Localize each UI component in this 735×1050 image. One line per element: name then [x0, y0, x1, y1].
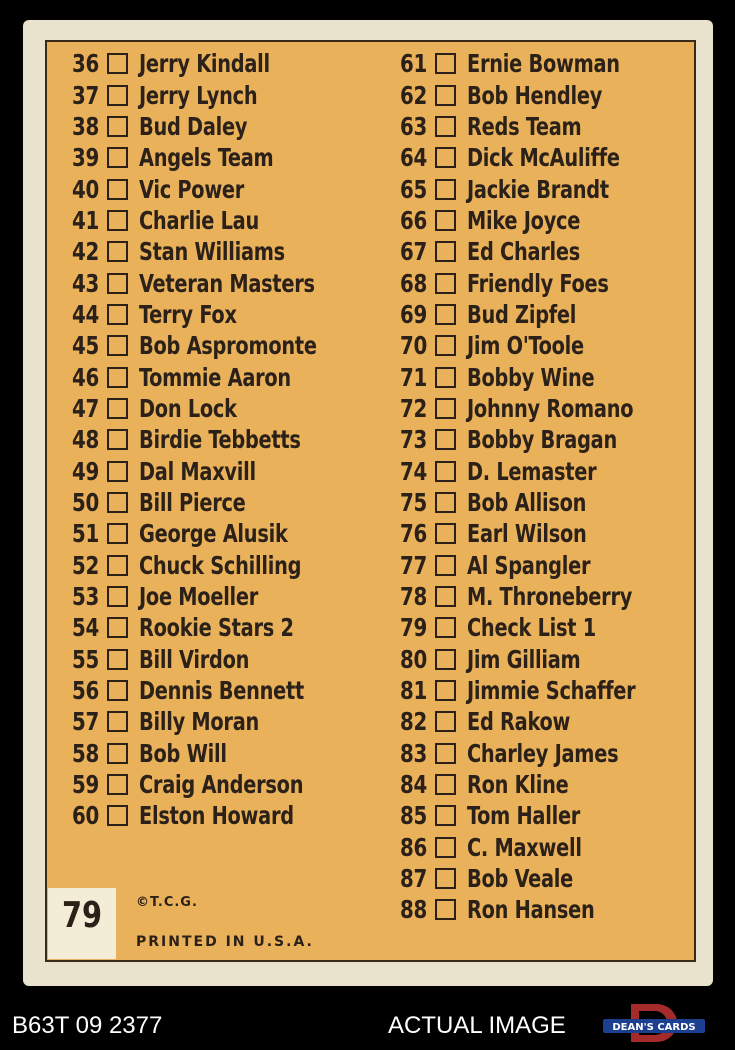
checklist-entry: [65, 612, 346, 643]
entry-number: 77: [399, 550, 427, 580]
player-name: Ed Charles: [467, 237, 581, 267]
checkbox[interactable]: [435, 774, 456, 795]
checklist-entry: [65, 79, 346, 110]
checkbox[interactable]: [435, 868, 456, 889]
footer-sku: B63T 09 2377: [12, 1012, 163, 1039]
left-checklist-column: [65, 48, 346, 832]
checkbox[interactable]: [107, 116, 128, 137]
player-name: Chuck Schilling: [139, 550, 302, 580]
entry-number: 87: [399, 864, 427, 894]
player-name: Craig Anderson: [139, 770, 304, 800]
entry-number: 82: [399, 707, 427, 737]
entry-number: 49: [71, 456, 99, 486]
checkbox[interactable]: [107, 273, 128, 294]
checklist-entry: [393, 706, 663, 737]
checklist-entry: [393, 111, 663, 142]
checklist-entry: [65, 581, 346, 612]
player-name: Terry Fox: [139, 299, 237, 329]
entry-number: 36: [71, 49, 99, 79]
checklist-entry: [65, 550, 346, 581]
checkbox[interactable]: [107, 617, 128, 638]
checklist-entry: [65, 518, 346, 549]
printed-in-text: PRINTED IN U.S.A.: [136, 934, 314, 950]
checklist-entry: [393, 675, 663, 706]
checklist-entry: [65, 706, 346, 737]
checklist-entry: [393, 769, 663, 800]
checkbox[interactable]: [107, 241, 128, 262]
checklist-entry: [65, 769, 346, 800]
player-name: Friendly Foes: [467, 268, 609, 298]
player-name: Billy Moran: [139, 707, 260, 737]
checkbox[interactable]: [435, 335, 456, 356]
entry-number: 53: [71, 582, 99, 612]
checkbox[interactable]: [435, 617, 456, 638]
player-name: Elston Howard: [139, 801, 294, 831]
checkbox[interactable]: [107, 523, 128, 544]
entry-number: 45: [71, 331, 99, 361]
checkbox[interactable]: [107, 774, 128, 795]
checklist-entry: [393, 612, 663, 643]
entry-number: 41: [71, 205, 99, 235]
player-name: Dick McAuliffe: [467, 143, 620, 173]
entry-number: 72: [399, 393, 427, 423]
entry-number: 38: [71, 111, 99, 141]
checkbox[interactable]: [107, 492, 128, 513]
checkbox[interactable]: [435, 429, 456, 450]
checkbox[interactable]: [107, 179, 128, 200]
checklist-entry: [393, 299, 663, 330]
entry-number: 65: [399, 174, 427, 204]
footer-actual-image: ACTUAL IMAGE: [388, 1012, 566, 1039]
checkbox[interactable]: [107, 429, 128, 450]
player-name: Bill Virdon: [139, 644, 250, 674]
checkbox[interactable]: [107, 805, 128, 826]
checklist-entry: [65, 800, 346, 831]
player-name: Ron Hansen: [467, 895, 595, 925]
entry-number: 79: [399, 613, 427, 643]
player-name: Johnny Romano: [467, 393, 634, 423]
checkbox[interactable]: [435, 304, 456, 325]
entry-number: 71: [399, 362, 427, 392]
entry-number: 81: [399, 676, 427, 706]
player-name: George Alusik: [139, 519, 288, 549]
player-name: Bob Allison: [467, 487, 587, 517]
entry-number: 74: [399, 456, 427, 486]
player-name: Check List 1: [467, 613, 596, 643]
checkbox[interactable]: [435, 398, 456, 419]
checklist-entry: [393, 738, 663, 769]
card-number: 79: [61, 895, 103, 936]
entry-number: 76: [399, 519, 427, 549]
checklist-entry: [393, 894, 663, 925]
entry-number: 62: [399, 80, 427, 110]
player-name: Jimmie Schaffer: [467, 676, 636, 706]
player-name: Earl Wilson: [467, 519, 587, 549]
checkbox[interactable]: [435, 680, 456, 701]
checklist-entry: [393, 487, 663, 518]
player-name: Tom Haller: [467, 801, 581, 831]
checkbox[interactable]: [435, 899, 456, 920]
entry-number: 63: [399, 111, 427, 141]
checklist-entry: [65, 173, 346, 204]
player-name: Bob Will: [139, 738, 227, 768]
player-name: Bob Aspromonte: [139, 331, 317, 361]
checklist-entry: [65, 424, 346, 455]
checklist-entry: [393, 393, 663, 424]
player-name: D. Lemaster: [467, 456, 597, 486]
entry-number: 86: [399, 832, 427, 862]
player-name: Bud Zipfel: [467, 299, 577, 329]
checkbox[interactable]: [435, 210, 456, 231]
checkbox[interactable]: [107, 85, 128, 106]
entry-number: 55: [71, 644, 99, 674]
player-name: Vic Power: [139, 174, 245, 204]
checkbox[interactable]: [107, 335, 128, 356]
player-name: Mike Joyce: [467, 205, 581, 235]
entry-number: 73: [399, 425, 427, 455]
checklist-entry: [65, 393, 346, 424]
entry-number: 52: [71, 550, 99, 580]
checklist-entry: [393, 455, 663, 486]
checklist-entry: [393, 173, 663, 204]
checklist-entry: [393, 205, 663, 236]
checkbox[interactable]: [435, 53, 456, 74]
player-name: Bill Pierce: [139, 487, 246, 517]
checkbox[interactable]: [435, 241, 456, 262]
checkbox[interactable]: [435, 711, 456, 732]
right-checklist-column: [393, 48, 663, 926]
checkbox[interactable]: [435, 147, 456, 168]
player-name: Dal Maxvill: [139, 456, 256, 486]
checklist-entry: [65, 455, 346, 486]
player-name: Tommie Aaron: [139, 362, 291, 392]
checklist-entry: [393, 79, 663, 110]
entry-number: 78: [399, 582, 427, 612]
checklist-entry: [65, 48, 346, 79]
checkbox[interactable]: [107, 367, 128, 388]
entry-number: 43: [71, 268, 99, 298]
entry-number: 57: [71, 707, 99, 737]
player-name: Jackie Brandt: [467, 174, 609, 204]
checkbox[interactable]: [435, 492, 456, 513]
checkbox[interactable]: [107, 586, 128, 607]
entry-number: 68: [399, 268, 427, 298]
deans-cards-logo: [603, 1002, 705, 1044]
entry-number: 83: [399, 738, 427, 768]
player-name: Ron Kline: [467, 770, 569, 800]
entry-number: 84: [399, 770, 427, 800]
player-name: Jerry Lynch: [139, 80, 258, 110]
checkbox[interactable]: [435, 85, 456, 106]
checklist-entry: [393, 330, 663, 361]
checklist-entry: [393, 581, 663, 612]
checkbox[interactable]: [107, 461, 128, 482]
checkbox[interactable]: [107, 743, 128, 764]
player-name: Angels Team: [139, 143, 274, 173]
player-name: Reds Team: [467, 111, 582, 141]
checkbox[interactable]: [107, 555, 128, 576]
player-name: Bobby Bragan: [467, 425, 617, 455]
player-name: Ed Rakow: [467, 707, 571, 737]
player-name: Al Spangler: [467, 550, 591, 580]
player-name: Birdie Tebbetts: [139, 425, 301, 455]
player-name: Charlie Lau: [139, 205, 259, 235]
checklist-entry: [393, 518, 663, 549]
player-name: Joe Moeller: [139, 582, 259, 612]
checklist-entry: [393, 832, 663, 863]
checklist-entry: [65, 330, 346, 361]
entry-number: 60: [71, 801, 99, 831]
checklist-entry: [65, 644, 346, 675]
checklist-entry: [393, 424, 663, 455]
checklist-entry: [393, 236, 663, 267]
player-name: Bud Daley: [139, 111, 248, 141]
entry-number: 56: [71, 676, 99, 706]
checkbox[interactable]: [435, 179, 456, 200]
checklist-entry: [65, 205, 346, 236]
checklist-entry: [393, 361, 663, 392]
checklist-entry: [65, 142, 346, 173]
entry-number: 88: [399, 895, 427, 925]
player-name: Veteran Masters: [139, 268, 315, 298]
checkbox[interactable]: [435, 523, 456, 544]
checkbox[interactable]: [435, 273, 456, 294]
checklist-entry: [65, 675, 346, 706]
entry-number: 59: [71, 770, 99, 800]
player-name: Rookie Stars 2: [139, 613, 294, 643]
player-name: Jim Gilliam: [467, 644, 581, 674]
checkbox[interactable]: [435, 555, 456, 576]
checklist-entry: [393, 48, 663, 79]
entry-number: 64: [399, 143, 427, 173]
entry-number: 66: [399, 205, 427, 235]
player-name: Jerry Kindall: [139, 49, 270, 79]
checkbox[interactable]: [435, 461, 456, 482]
player-name: Don Lock: [139, 393, 237, 423]
checkbox[interactable]: [435, 743, 456, 764]
entry-number: 39: [71, 143, 99, 173]
player-name: Ernie Bowman: [467, 49, 620, 79]
entry-number: 48: [71, 425, 99, 455]
checkbox[interactable]: [435, 367, 456, 388]
entry-number: 61: [399, 49, 427, 79]
checkbox[interactable]: [435, 116, 456, 137]
entry-number: 70: [399, 331, 427, 361]
checklist-entry: [65, 236, 346, 267]
checkbox[interactable]: [435, 649, 456, 670]
player-name: Bob Veale: [467, 864, 574, 894]
player-name: C. Maxwell: [467, 832, 582, 862]
entry-number: 69: [399, 299, 427, 329]
entry-number: 58: [71, 738, 99, 768]
entry-number: 37: [71, 80, 99, 110]
entry-number: 40: [71, 174, 99, 204]
player-name: Dennis Bennett: [139, 676, 305, 706]
player-name: Bob Hendley: [467, 80, 603, 110]
checkbox[interactable]: [435, 837, 456, 858]
checklist-entry: [65, 111, 346, 142]
checkbox[interactable]: [107, 711, 128, 732]
entry-number: 54: [71, 613, 99, 643]
checklist-entry: [65, 487, 346, 518]
checkbox[interactable]: [435, 805, 456, 826]
player-name: Bobby Wine: [467, 362, 595, 392]
checkbox[interactable]: [107, 680, 128, 701]
checkbox[interactable]: [107, 210, 128, 231]
player-name: Charley James: [467, 738, 619, 768]
entry-number: 80: [399, 644, 427, 674]
entry-number: 47: [71, 393, 99, 423]
checklist-entry: [393, 267, 663, 298]
checkbox[interactable]: [107, 147, 128, 168]
checkbox[interactable]: [435, 586, 456, 607]
entry-number: 42: [71, 237, 99, 267]
copyright-text: ©T.C.G.: [136, 895, 198, 910]
entry-number: 85: [399, 801, 427, 831]
checklist-entry: [65, 361, 346, 392]
entry-number: 51: [71, 519, 99, 549]
checklist-entry: [393, 142, 663, 173]
entry-number: 44: [71, 299, 99, 329]
checklist-entry: [393, 644, 663, 675]
checkbox[interactable]: [107, 398, 128, 419]
checkbox[interactable]: [107, 304, 128, 325]
checkbox[interactable]: [107, 649, 128, 670]
logo-text: DEAN'S CARDS: [612, 1022, 696, 1033]
checklist-entry: [393, 550, 663, 581]
entry-number: 46: [71, 362, 99, 392]
checklist-entry: [393, 800, 663, 831]
checkbox[interactable]: [107, 53, 128, 74]
player-name: Jim O'Toole: [467, 331, 584, 361]
checklist-entry: [65, 299, 346, 330]
player-name: M. Throneberry: [467, 582, 633, 612]
entry-number: 67: [399, 237, 427, 267]
checklist-entry: [65, 738, 346, 769]
entry-number: 75: [399, 487, 427, 517]
entry-number: 50: [71, 487, 99, 517]
player-name: Stan Williams: [139, 237, 285, 267]
checklist-entry: [65, 267, 346, 298]
checklist-entry: [393, 863, 663, 894]
